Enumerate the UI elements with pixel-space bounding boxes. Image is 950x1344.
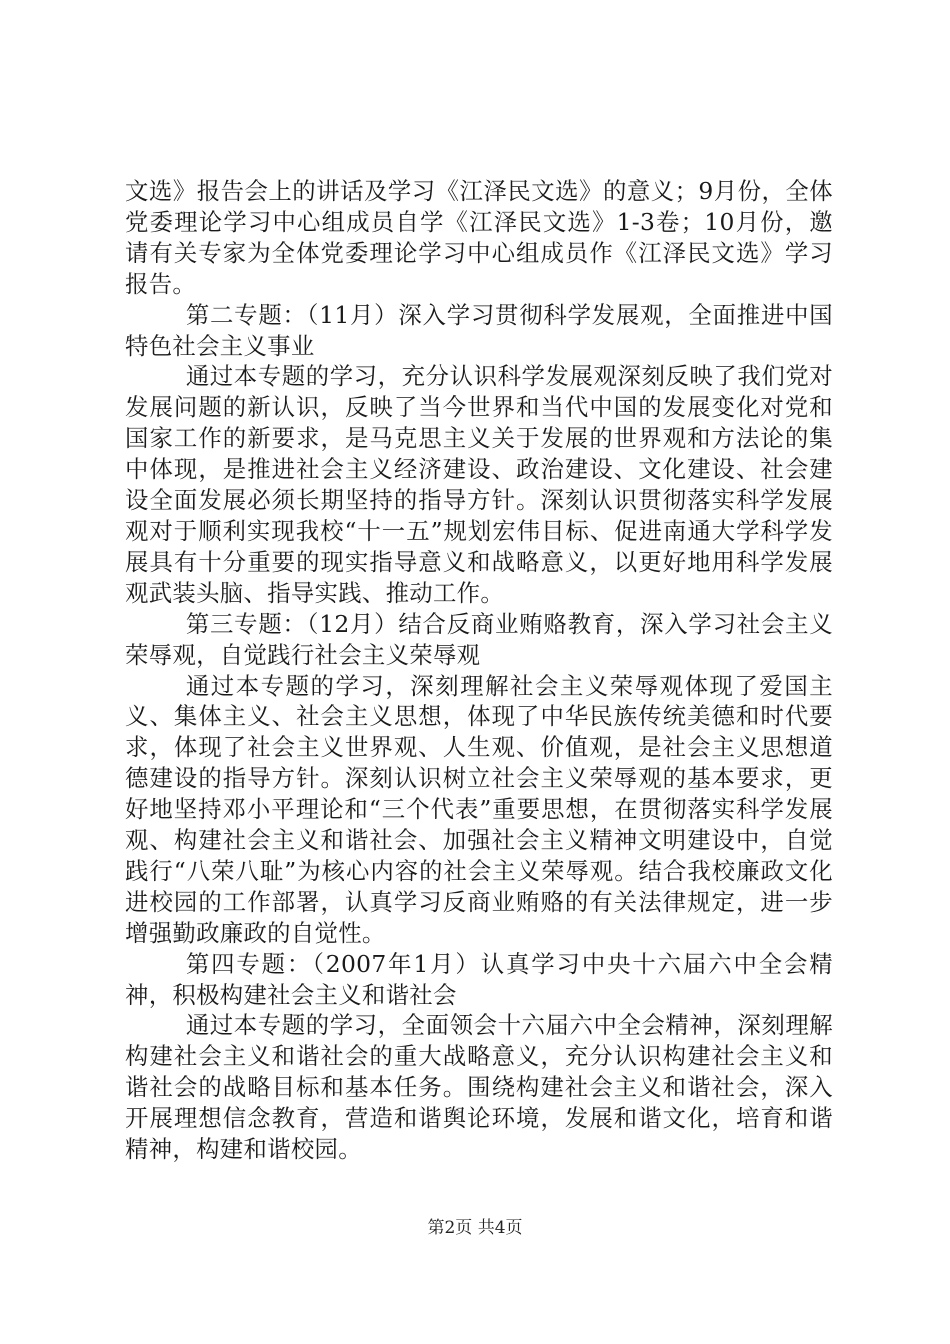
- section-heading: 第三专题：（12月）结合反商业贿赂教育，深入学习社会主义荣辱观，自觉践行社会主义荣辱观: [125, 609, 833, 669]
- section-heading: 第四专题：（2007年1月）认真学习中央十六届六中全会精神，积极构建社会主义和谐社会: [125, 949, 833, 1009]
- paragraph: 通过本专题的学习，深刻理解社会主义荣辱观体现了爱国主义、集体主义、社会主义思想，体现了中华民族传统美德和时代要求，体现了社会主义世界观、人生观、价值观，是社会主义思想道德建设的指导方针。深刻认识树立社会主义荣辱观的基本要求，更好地坚持邓小平理论和“三个代表”重要思想，在贯彻落实科学发展观、构建社会主义和谐社会、加强社会主义精神文明建设中，自觉践行“八荣八耻”为核心内容的社会主义荣辱观。结合我校廉政文化进校园的工作部署，认真学习反商业贿赂的有关法律规定，进一步增强勤政廉政的自觉性。: [125, 671, 833, 947]
- document-body: [125, 176, 833, 1165]
- paragraph: 文选》报告会上的讲话及学习《江泽民文选》的意义；9月份，全体党委理论学习中心组成员自学《江泽民文选》1-3卷；10月份，邀请有关专家为全体党委理论学习中心组成员作《江泽民文选》学习报告。: [125, 177, 833, 298]
- paragraph: 通过本专题的学习，充分认识科学发展观深刻反映了我们党对发展问题的新认识，反映了当今世界和当代中国的发展变化对党和国家工作的新要求，是马克思主义关于发展的世界观和方法论的集中体现，是推进社会主义经济建设、政治建设、文化建设、社会建设全面发展必须长期坚持的指导方针。深刻认识贯彻落实科学发展观对于顺利实现我校“十一五”规划宏伟目标、促进南通大学科学发展具有十分重要的现实指导意义和战略意义，以更好地用科学发展观武装头脑、指导实践、推动工作。: [125, 362, 833, 607]
- section-heading: 第二专题：（11月）深入学习贯彻科学发展观，全面推进中国特色社会主义事业: [125, 300, 833, 360]
- page-number: 第2页 共4页: [427, 1218, 523, 1238]
- paragraph: 通过本专题的学习，全面领会十六届六中全会精神，深刻理解构建社会主义和谐社会的重大战略意义，充分认识构建社会主义和谐社会的战略目标和基本任务。围绕构建社会主义和谐社会，深入开展理想信念教育，营造和谐舆论环境，发展和谐文化，培育和谐精神，构建和谐校园。: [125, 1011, 833, 1164]
- page-footer: [0, 1213, 950, 1238]
